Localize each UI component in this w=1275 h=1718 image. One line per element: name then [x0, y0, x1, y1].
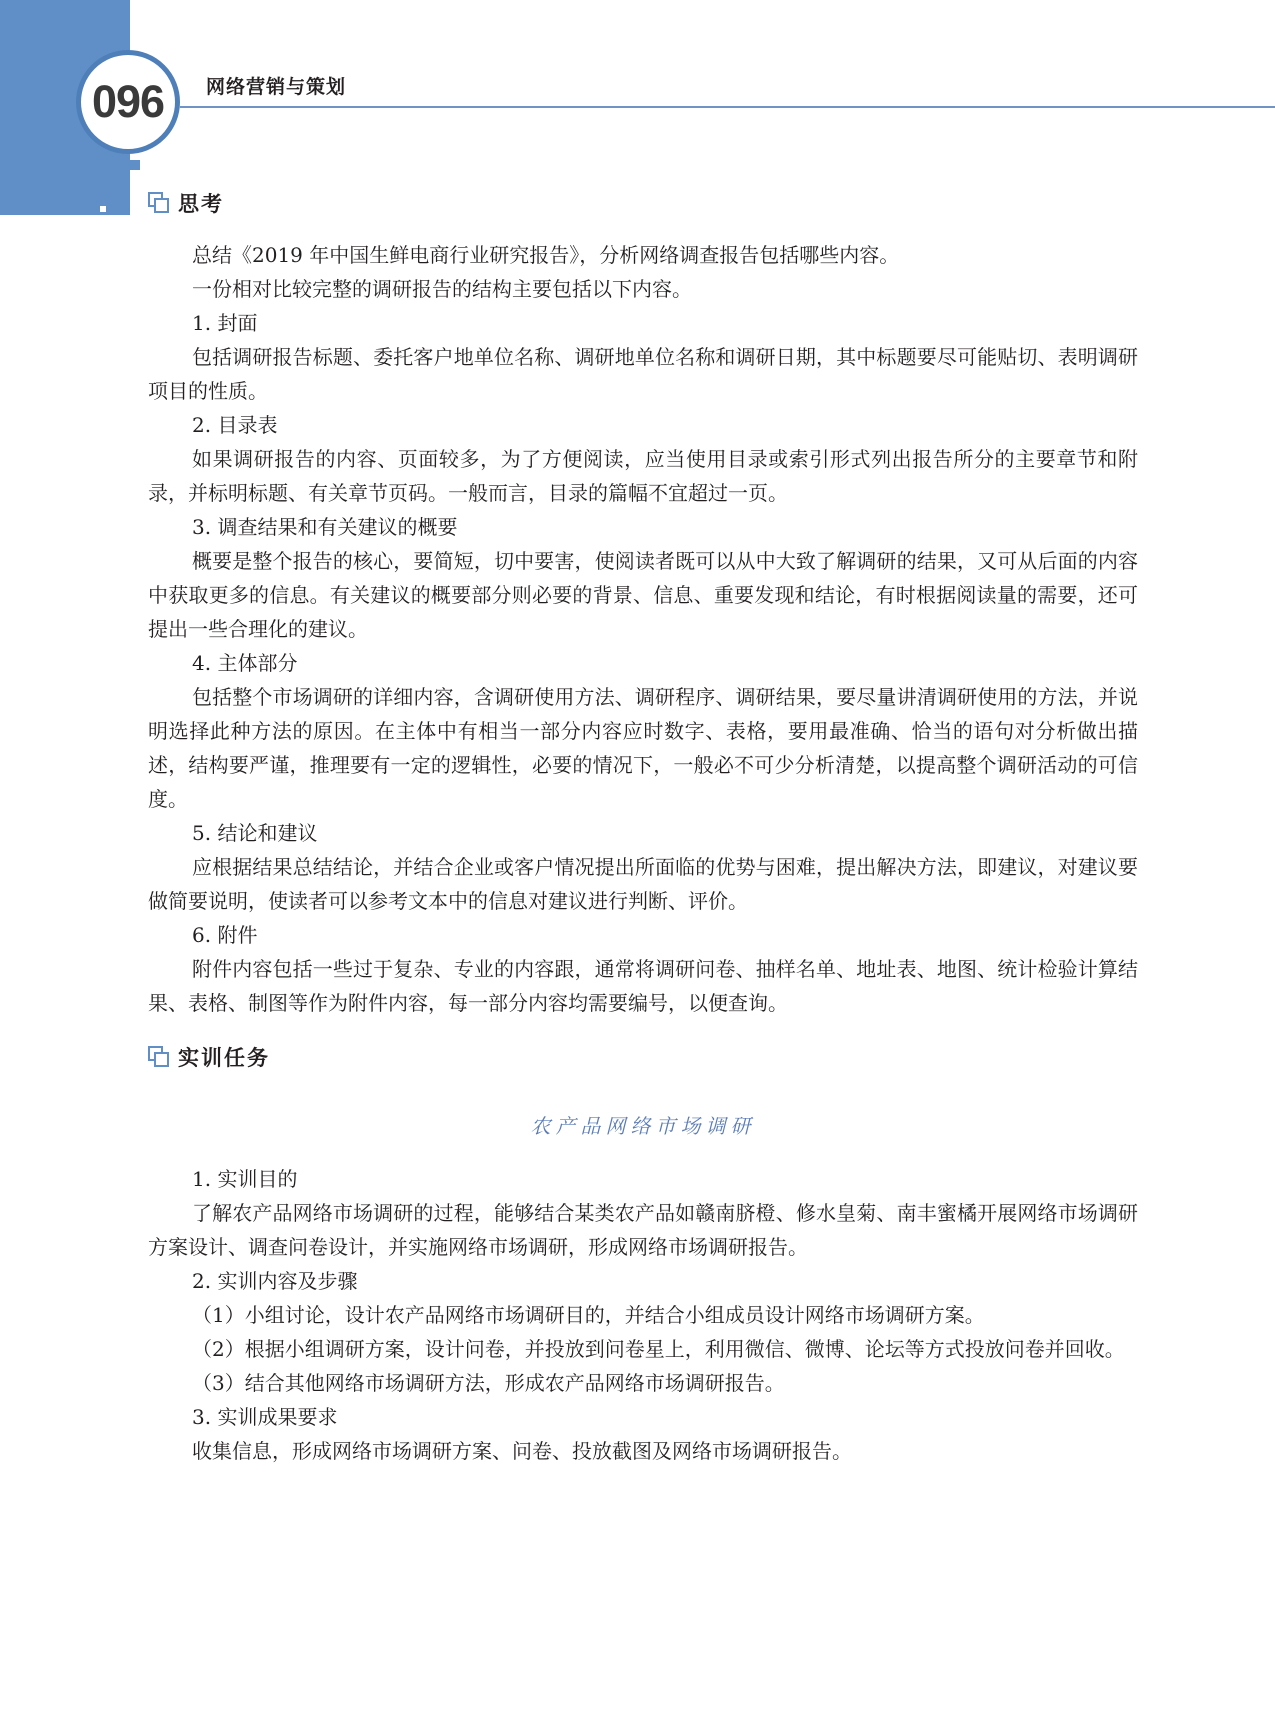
paragraph: 总结《2019 年中国生鲜电商行业研究报告》，分析网络调查报告包括哪些内容。	[192, 243, 900, 267]
list-heading: 3. 调查结果和有关建议的概要	[192, 515, 458, 539]
decor-square	[112, 194, 122, 204]
book-title: 网络营销与策划	[206, 76, 347, 98]
decor-square	[130, 160, 140, 170]
list-heading: 4. 主体部分	[192, 651, 298, 675]
paragraph: 包括整个市场调研的详细内容，含调研使用方法、调研程序、调研结果，要尽量讲清调研使用的方法，并说明选择此种方法的原因。在主体中有相当一部分内容应时数字、表格，要用最准确、恰当的语句对分析做出描述，结构要严谨，推理要有一定的逻辑性，必要的情况下，一般必不可少分析清楚，以提高整个调研活动的可信度。	[148, 685, 1138, 811]
paragraph: （1）小组讨论，设计农产品网络市场调研目的，并结合小组成员设计网络市场调研方案。	[192, 1303, 985, 1327]
page-number-badge	[76, 50, 180, 154]
paragraph: 了解农产品网络市场调研的过程，能够结合某类农产品如赣南脐橙、修水皇菊、南丰蜜橘开展网络市场调研方案设计、调查问卷设计，并实施网络市场调研，形成网络市场调研报告。	[148, 1201, 1138, 1259]
paragraph: （2）根据小组调研方案，设计问卷，并投放到问卷星上，利用微信、微博、论坛等方式投放问卷并回收。	[192, 1337, 1125, 1361]
paragraph: 附件内容包括一些过于复杂、专业的内容跟，通常将调研问卷、抽样名单、地址表、地图、统计检验计算结果、表格、制图等作为附件内容，每一部分内容均需要编号，以便查询。	[148, 957, 1138, 1015]
header-rule	[180, 106, 1275, 108]
list-heading: 6. 附件	[192, 923, 258, 947]
decor-square	[100, 206, 106, 212]
paragraph: 收集信息，形成网络市场调研方案、问卷、投放截图及网络市场调研报告。	[192, 1439, 852, 1463]
list-heading: 5. 结论和建议	[192, 821, 318, 845]
page-number: 096	[91, 76, 165, 127]
list-heading: 2. 实训内容及步骤	[192, 1269, 358, 1293]
list-heading: 1. 封面	[192, 311, 258, 335]
section-heading-text: 思考	[178, 191, 224, 216]
section-heading-text: 实训任务	[178, 1045, 270, 1070]
paragraph: 一份相对比较完整的调研报告的结构主要包括以下内容。	[192, 277, 692, 301]
list-heading: 3. 实训成果要求	[192, 1405, 338, 1429]
paragraph: （3）结合其他网络市场调研方法，形成农产品网络市场调研报告。	[192, 1371, 785, 1395]
section-icon	[148, 192, 170, 214]
section-heading-think	[148, 188, 224, 218]
paragraph: 如果调研报告的内容、页面较多，为了方便阅读，应当使用目录或索引形式列出报告所分的主要章节和附录，并标明标题、有关章节页码。一般而言，目录的篇幅不宜超过一页。	[148, 447, 1138, 505]
section-heading-training	[148, 1042, 270, 1072]
paragraph: 概要是整个报告的核心，要简短，切中要害，使阅读者既可以从中大致了解调研的结果，又可从后面的内容中获取更多的信息。有关建议的概要部分则必要的背景、信息、重要发现和结论，有时根据阅读量的需要，还可提出一些合理化的建议。	[148, 549, 1138, 641]
training-subtitle: 农产品网络市场调研	[530, 1114, 756, 1138]
section-icon	[148, 1046, 170, 1068]
paragraph: 包括调研报告标题、委托客户地单位名称、调研地单位名称和调研日期，其中标题要尽可能贴切、表明调研项目的性质。	[148, 345, 1138, 403]
think-body	[148, 238, 1138, 1020]
list-heading: 2. 目录表	[192, 413, 278, 437]
paragraph: 应根据结果总结结论，并结合企业或客户情况提出所面临的优势与困难，提出解决方法，即建议，对建议要做简要说明，使读者可以参考文本中的信息对建议进行判断、评价。	[148, 855, 1138, 913]
training-body	[148, 1162, 1138, 1468]
list-heading: 1. 实训目的	[192, 1167, 298, 1191]
